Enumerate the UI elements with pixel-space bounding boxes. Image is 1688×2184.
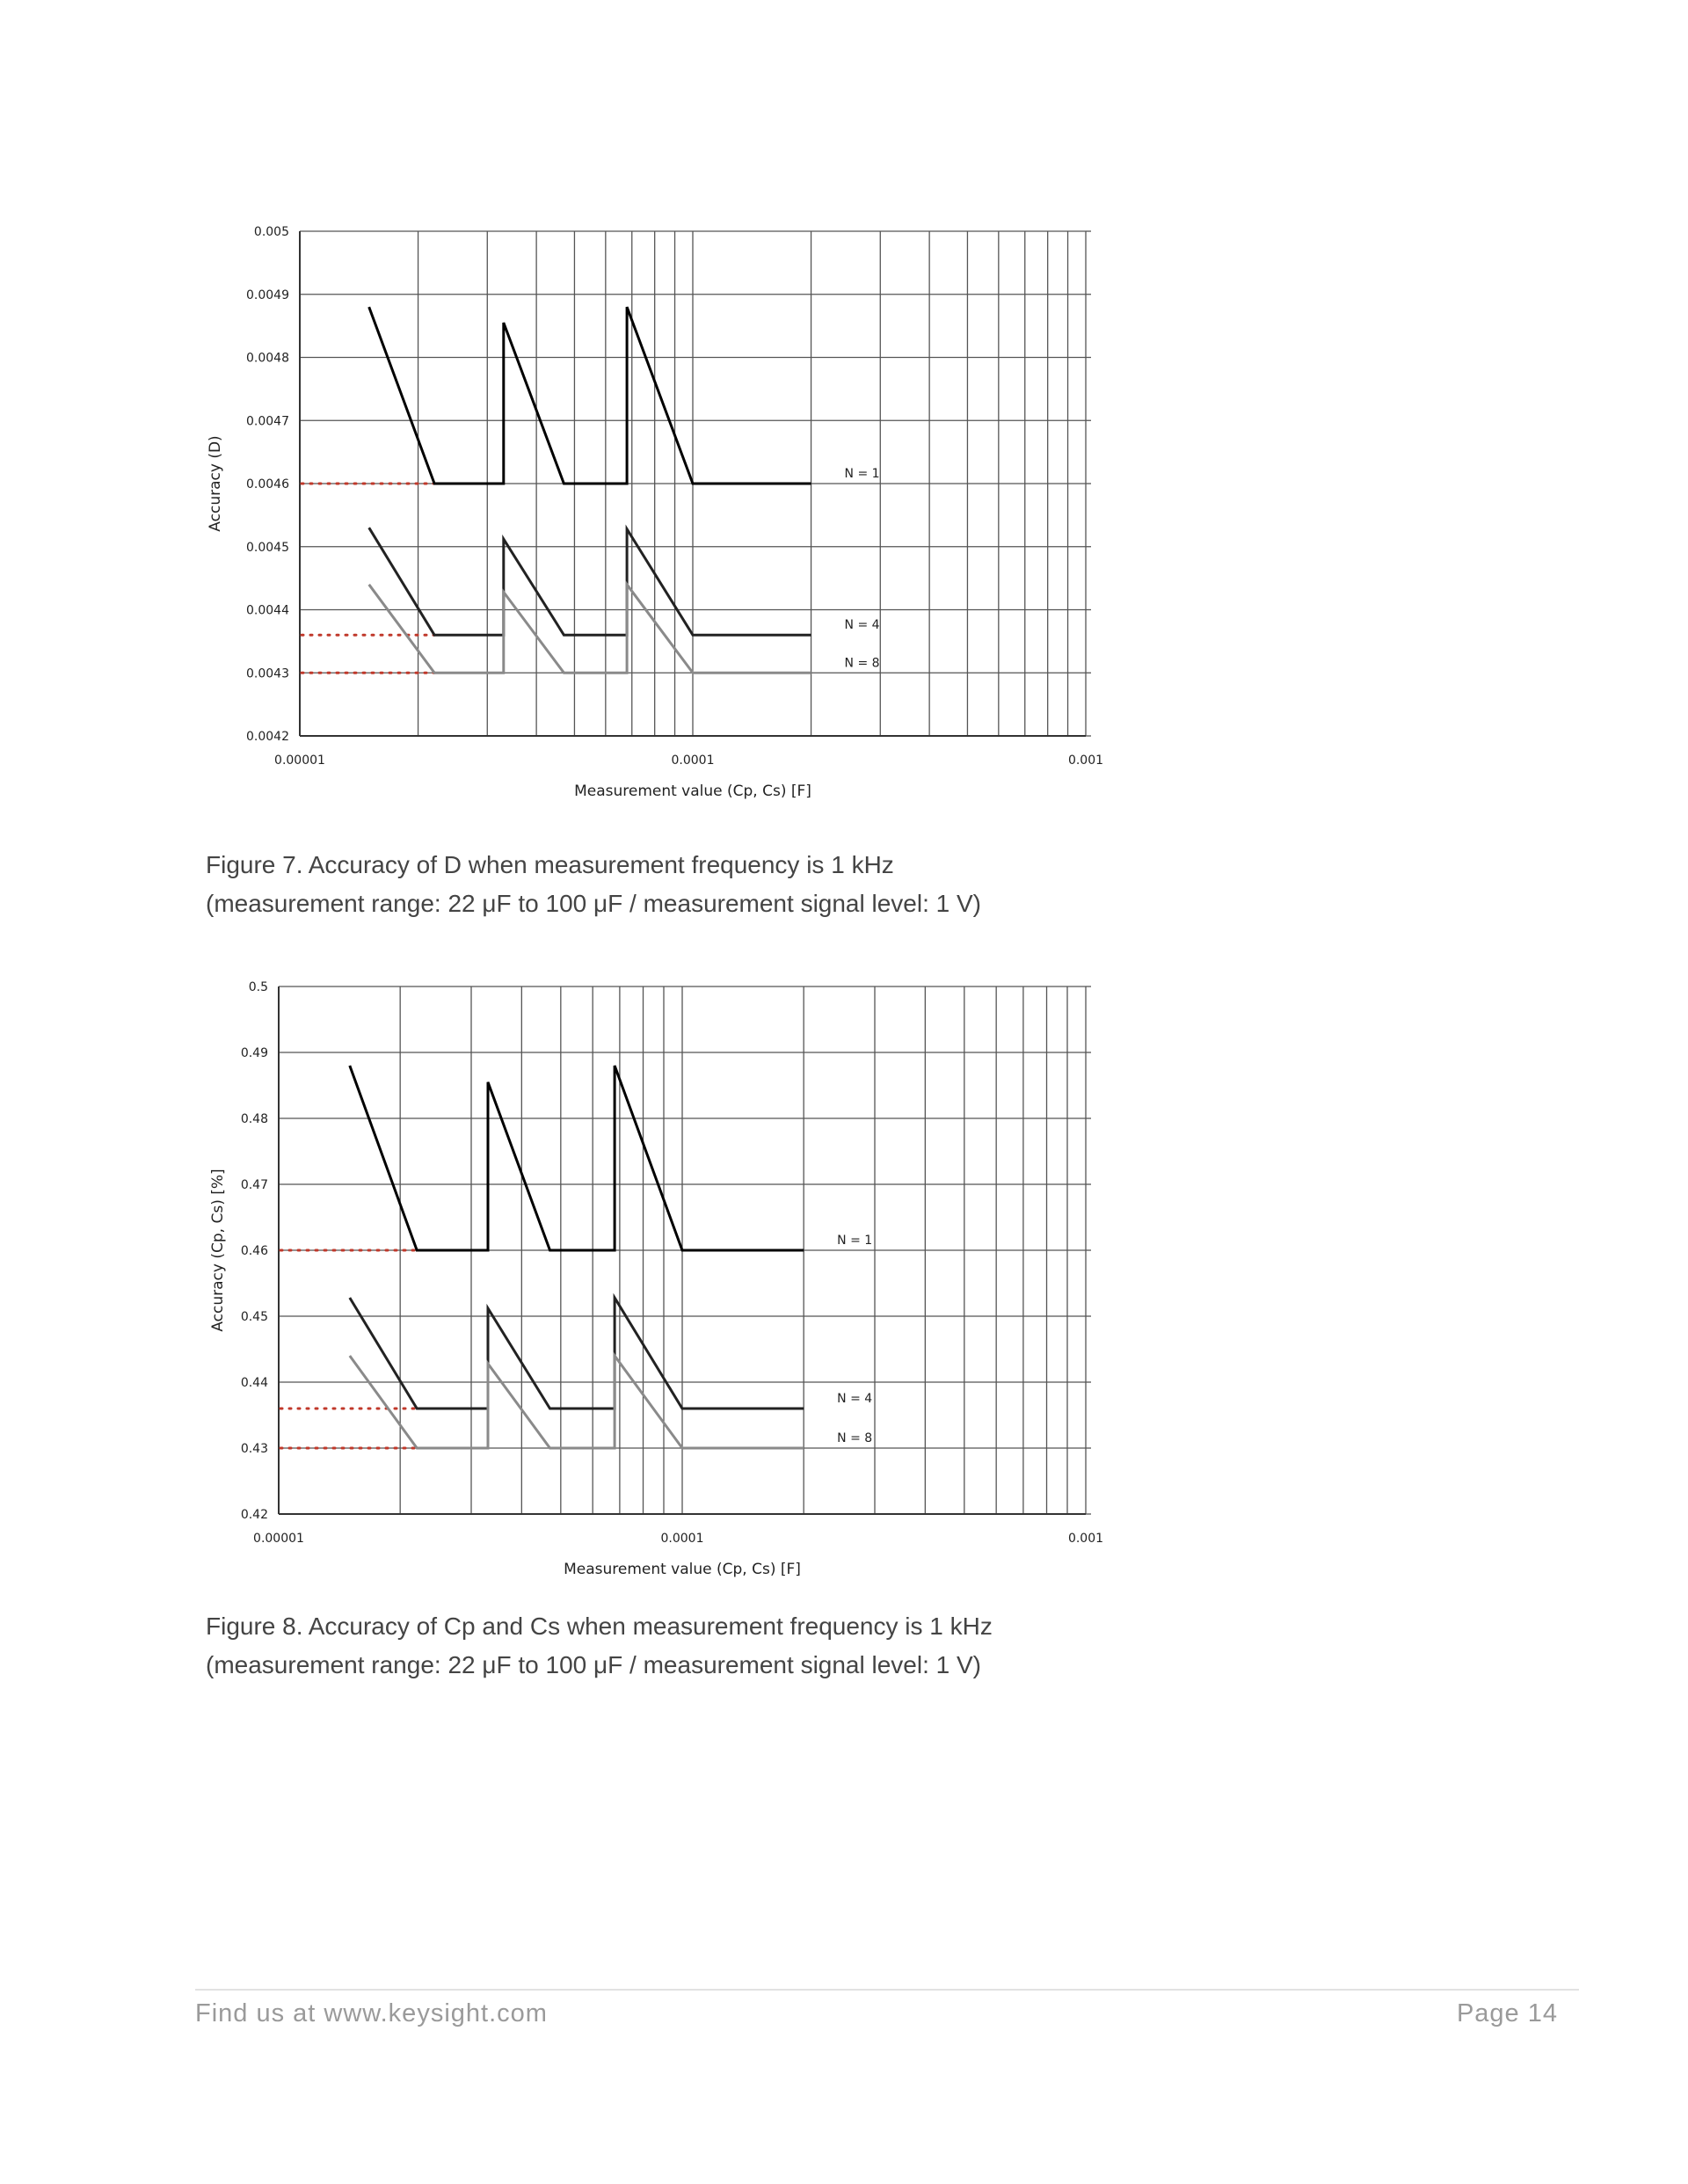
chart-accuracy-d — [193, 215, 1125, 831]
x-tick-label: 0.0001 — [671, 753, 715, 768]
y-tick-label: 0.0046 — [246, 477, 289, 491]
x-axis-title: Measurement value (Cp, Cs) [F] — [564, 1561, 801, 1578]
y-tick-label: 0.0048 — [246, 351, 289, 366]
y-axis-title: Accuracy (Cp, Cs) [%] — [209, 1168, 227, 1332]
series-line — [350, 1298, 804, 1409]
y-tick-label: 0.0045 — [246, 540, 289, 555]
chart-accuracy-cp-cs — [193, 972, 1125, 1587]
series-label: N = 8 — [844, 656, 880, 671]
caption-line-1: Figure 7. Accuracy of D when measurement frequency is 1 kHz — [206, 851, 894, 878]
series-label: N = 1 — [844, 467, 880, 481]
y-tick-label: 0.48 — [240, 1112, 268, 1126]
y-tick-label: 0.49 — [240, 1046, 268, 1060]
y-axis-title: Accuracy (D) — [207, 435, 224, 532]
caption-line-2: (measurement range: 22 μF to 100 μF / measurement signal level: 1 V) — [206, 890, 981, 917]
series-label: N = 4 — [844, 618, 880, 633]
series-line — [369, 307, 811, 484]
x-tick-label: 0.00001 — [253, 1532, 304, 1546]
series-label: N = 8 — [837, 1431, 873, 1445]
y-tick-label: 0.0049 — [246, 288, 289, 302]
y-tick-label: 0.005 — [253, 225, 289, 239]
y-tick-label: 0.46 — [240, 1244, 268, 1258]
x-tick-label: 0.0001 — [660, 1532, 704, 1546]
series-line — [369, 528, 811, 635]
y-tick-label: 0.0043 — [246, 666, 289, 681]
y-tick-label: 0.43 — [240, 1442, 268, 1456]
footer-page-number: Page 14 — [1456, 1999, 1558, 2027]
x-tick-label: 0.00001 — [274, 753, 325, 768]
figure-7-caption — [206, 846, 1349, 923]
series-line — [350, 1066, 804, 1250]
y-tick-label: 0.42 — [240, 1508, 268, 1522]
series-label: N = 1 — [837, 1234, 873, 1248]
caption-line-2: (measurement range: 22 μF to 100 μF / measurement signal level: 1 V) — [206, 1651, 981, 1678]
x-tick-label: 0.001 — [1067, 753, 1104, 768]
y-tick-label: 0.44 — [240, 1376, 268, 1390]
series-line — [350, 1356, 804, 1448]
y-tick-label: 0.45 — [240, 1310, 268, 1324]
caption-line-1: Figure 8. Accuracy of Cp and Cs when measurement frequency is 1 kHz — [206, 1613, 993, 1640]
y-tick-label: 0.0044 — [246, 603, 289, 618]
x-tick-label: 0.001 — [1067, 1532, 1104, 1546]
y-tick-label: 0.47 — [240, 1178, 268, 1192]
figure-8-caption — [206, 1607, 1349, 1685]
footer-website-link[interactable]: Find us at www.keysight.com — [195, 1999, 548, 2027]
y-tick-label: 0.0047 — [246, 414, 289, 429]
x-axis-title: Measurement value (Cp, Cs) [F] — [574, 783, 811, 800]
footer-divider — [195, 1989, 1579, 1991]
series-label: N = 4 — [837, 1392, 873, 1406]
series-line — [369, 585, 811, 673]
y-tick-label: 0.0042 — [246, 730, 289, 744]
y-tick-label: 0.5 — [248, 980, 268, 994]
